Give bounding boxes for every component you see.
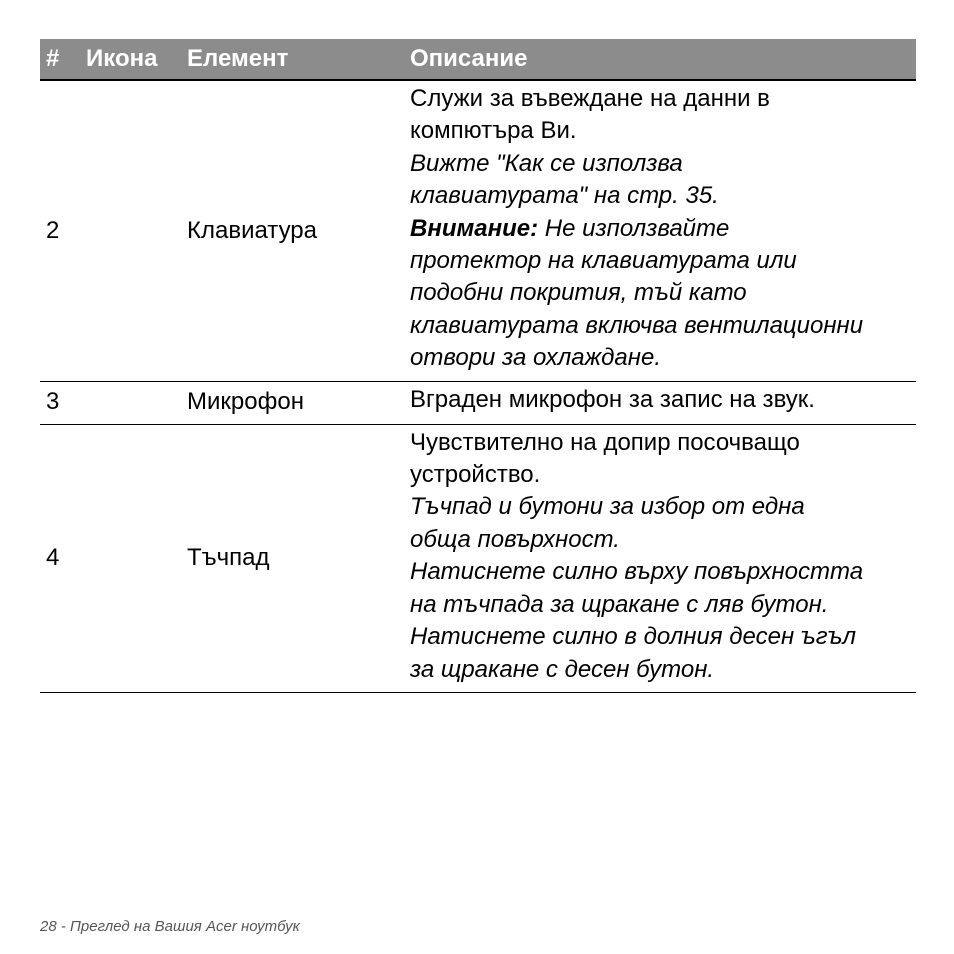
row-icon-cell (80, 381, 180, 424)
row-description (403, 381, 916, 424)
table-row-microphone (40, 381, 916, 424)
row-num: 4 (40, 424, 80, 692)
table-row-keyboard (40, 80, 916, 381)
desc-warning: отвори за охлаждане. (410, 344, 662, 372)
row-element: Тъчпад (180, 424, 403, 692)
header-icon: Икона (80, 39, 180, 80)
row-icon-cell (80, 80, 180, 381)
desc-warning: протектор на клавиатурата или (410, 247, 797, 275)
row-num: 2 (40, 80, 80, 381)
table-body (40, 80, 916, 692)
desc-note: Натиснете силно върху повърхността (410, 558, 864, 586)
header-description: Описание (403, 39, 916, 80)
desc-reference: Вижте "Как се използва (410, 149, 683, 177)
row-element: Клавиатура (180, 80, 403, 381)
row-icon-cell (80, 424, 180, 692)
row-element: Микрофон (180, 381, 403, 424)
desc-warning (410, 213, 910, 245)
table-header (40, 39, 916, 80)
desc-note: Натиснете силно в долния десен ъгъл (410, 623, 857, 651)
table-row-touchpad (40, 424, 916, 692)
desc-text: устройство. (410, 461, 541, 489)
row-num: 3 (40, 381, 80, 424)
desc-text: компютъра Ви. (410, 117, 577, 145)
warning-label: Внимание: (410, 214, 539, 242)
row-description (403, 424, 916, 692)
header-element: Елемент (180, 39, 403, 80)
desc-note: обща повърхност. (410, 525, 620, 553)
desc-note: на тъчпада за щракане с ляв бутон. (410, 590, 829, 618)
header-num: # (40, 39, 80, 80)
desc-warning: клавиатурата включва вентилационни (410, 311, 864, 339)
desc-note: Тъчпад и бутони за избор от една (410, 493, 805, 521)
warning-text: Не използвайте (538, 214, 730, 242)
desc-text: Служи за въвеждане на данни в (410, 85, 770, 112)
desc-warning: подобни покрития, тъй като (410, 279, 747, 307)
component-table (40, 39, 916, 693)
desc-note: за щракане с десен бутон. (410, 655, 715, 683)
desc-text: Чувствително на допир посочващо (410, 428, 800, 456)
table-header-row (40, 39, 916, 80)
page-footer: 28 - Преглед на Вашия Acer ноутбук (40, 918, 300, 935)
row-description (403, 80, 916, 381)
desc-reference: клавиатурата" на стр. 35. (410, 182, 719, 210)
desc-text: Вграден микрофон за запис на звук. (410, 386, 815, 414)
